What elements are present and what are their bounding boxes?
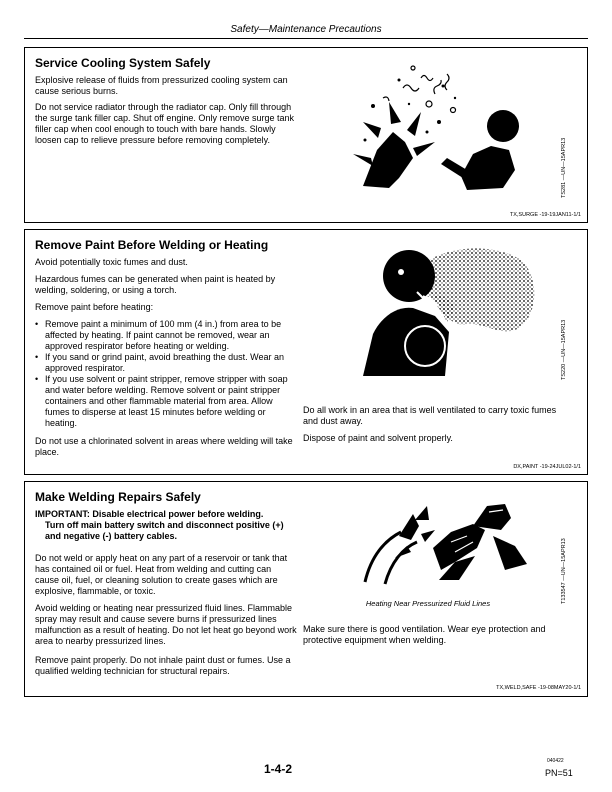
paragraph: Avoid welding or heating near pressurized fluid lines. Flammable spray may result and cause severe burns if pressurized lines malfunction as a result of heating. Do not let heat go beyond work area to nearby pressurized lines. [35,603,297,646]
header-rule [24,38,588,39]
list-item: • Remove paint a minimum of 100 mm (4 in.) from area to be affected by heating. If paint cannot be removed, wear an approved respirator before heating or welding. [35,319,297,352]
page-header: Safety—Maintenance Precautions [230,24,382,35]
reference-code: TX,WELD,SAFE -19-08MAY20-1/1 [496,685,581,691]
list-item: • If you use solvent or paint stripper, remove stripper with soap and water before welding. Remove solvent or paint stripper containers and other flammable material from area. Allow fumes to disperse at least 15 minutes before welding or heating. [35,374,297,429]
paragraph: Do not use a chlorinated solvent in areas where welding will take place. [35,436,293,457]
image-code: T133547 —UN—15APR13 [561,538,567,604]
section-welding-repairs [24,481,588,697]
paragraph: Dispose of paint and solvent properly. [303,433,453,443]
paragraph: Remove paint before heating: [35,302,154,312]
paragraph: Do not service radiator through the radiator cap. Only fill through the surge tank filler cap. Shut off engine. Only remove surge tank filler cap when cool enough to touch with bare hands. Slowly loosen cap to relieve pressure before removing completely. [35,102,294,145]
footer-code: 040422 [547,758,564,764]
paragraph: Avoid potentially toxic fumes and dust. [35,257,188,267]
pn-number: PN=51 [545,768,573,778]
toxic-fumes-icon [343,236,543,386]
paragraph: Do all work in an area that is well ventilated to carry toxic fumes and dust away. [303,405,557,426]
paragraph: Do not weld or apply heat on any part of a reservoir or tank that has contained oil or fuel. Heat from welding and cutting can cause oil, fuel, or cleaning solution to create gases which are explosive, flammable, or toxic. [35,553,288,596]
paragraph: Hazardous fumes can be generated when paint is heated by welding, soldering, or using a torch. [35,274,276,295]
paragraph: Make sure there is good ventilation. Wear eye protection and protective equipment when welding. [303,624,546,645]
figure-caption: Heating Near Pressurized Fluid Lines [365,599,491,608]
paragraph: Remove paint properly. Do not inhale paint dust or fumes. Use a qualified welding technician for structural repairs. [35,655,291,676]
paragraph: Explosive release of fluids from pressurized cooling system can cause serious burns. [35,75,288,96]
welding-near-fluid-lines-icon [355,496,535,586]
reference-code: TX,SURGE -19-19JAN11-1/1 [509,212,581,218]
important-line: IMPORTANT: Disable electrical power before welding. [35,509,264,519]
page-number: 1-4-2 [264,762,293,776]
section-cooling-system [24,47,588,223]
reference-code: DX,PAINT -19-24JUL02-1/1 [513,464,581,470]
image-code: TS220 —UN—15APR13 [561,319,567,380]
section-title: Make Welding Repairs Safely [35,490,201,504]
list-item: • If you sand or grind paint, avoid breathing the dust. Wear an approved respirator. [35,352,297,374]
section-title: Service Cooling System Safely [35,56,211,70]
important-line: Turn off main battery switch and disconnect positive (+) and negative (-) battery cables. [45,520,284,541]
image-code: TS281 —UN—15APR13 [561,137,567,198]
section-remove-paint [24,229,588,475]
important-note [35,509,297,542]
explosion-burn-icon [343,58,543,198]
section-title: Remove Paint Before Welding or Heating [35,238,269,252]
bullet-list [35,319,297,429]
